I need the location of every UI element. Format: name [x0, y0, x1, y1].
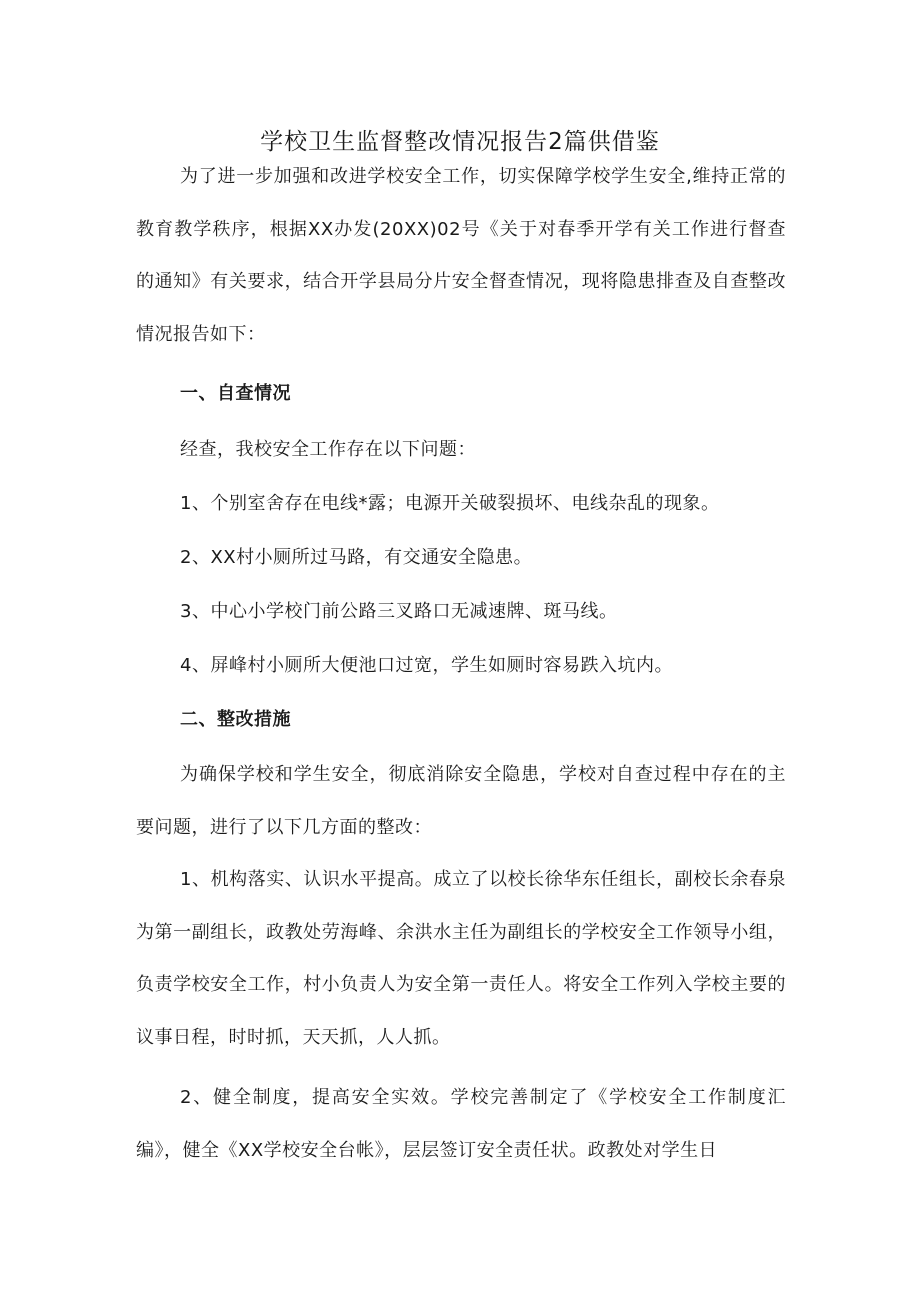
list-item: 1、个别室舍存在电线*露；电源开关破裂损坏、电线杂乱的现象。 [180, 493, 720, 514]
list-item: 2、XX村小厕所过马路，有交通安全隐患。 [180, 547, 533, 568]
document-title: 学校卫生监督整改情况报告2篇供借鉴 [260, 129, 660, 155]
intro-paragraph: 为了进一步加强和改进学校安全工作，切实保障学校学生安全,维持正常的教育教学秩序，根据XX办发(20XX)02号《关于对春季开学有关工作进行督查的通知》有关要求，结合开学县局分片安全督查情况，现将隐患排查及自查整改情况报告如下： [136, 166, 786, 345]
section-heading-rectification: 二、整改措施 [180, 709, 291, 730]
section-lead-rectification: 为确保学校和学生安全，彻底消除安全隐患，学校对自查过程中存在的主要问题，进行了以下几方面的整改： [136, 764, 786, 838]
list-item: 4、屏峰村小厕所大便池口过宽，学生如厕时容易跌入坑内。 [180, 655, 673, 676]
list-item: 3、中心小学校门前公路三叉路口无减速牌、斑马线。 [180, 601, 618, 622]
body-paragraph: 2、健全制度，提高安全实效。学校完善制定了《学校安全工作制度汇编》，健全《XX学校安全台帐》，层层签订安全责任状。政教处对学生日 [136, 1087, 786, 1161]
section-lead-self-check: 经查，我校安全工作存在以下问题： [180, 439, 476, 460]
section-heading-self-check: 一、自查情况 [180, 383, 291, 404]
body-paragraph: 1、机构落实、认识水平提高。成立了以校长徐华东任组长，副校长余春泉为第一副组长，政教处劳海峰、余洪水主任为副组长的学校安全工作领导小组，负责学校安全工作，村小负责人为安全第一责任人。将安全工作列入学校主要的议事日程，时时抓，天天抓，人人抓。 [136, 869, 786, 1048]
